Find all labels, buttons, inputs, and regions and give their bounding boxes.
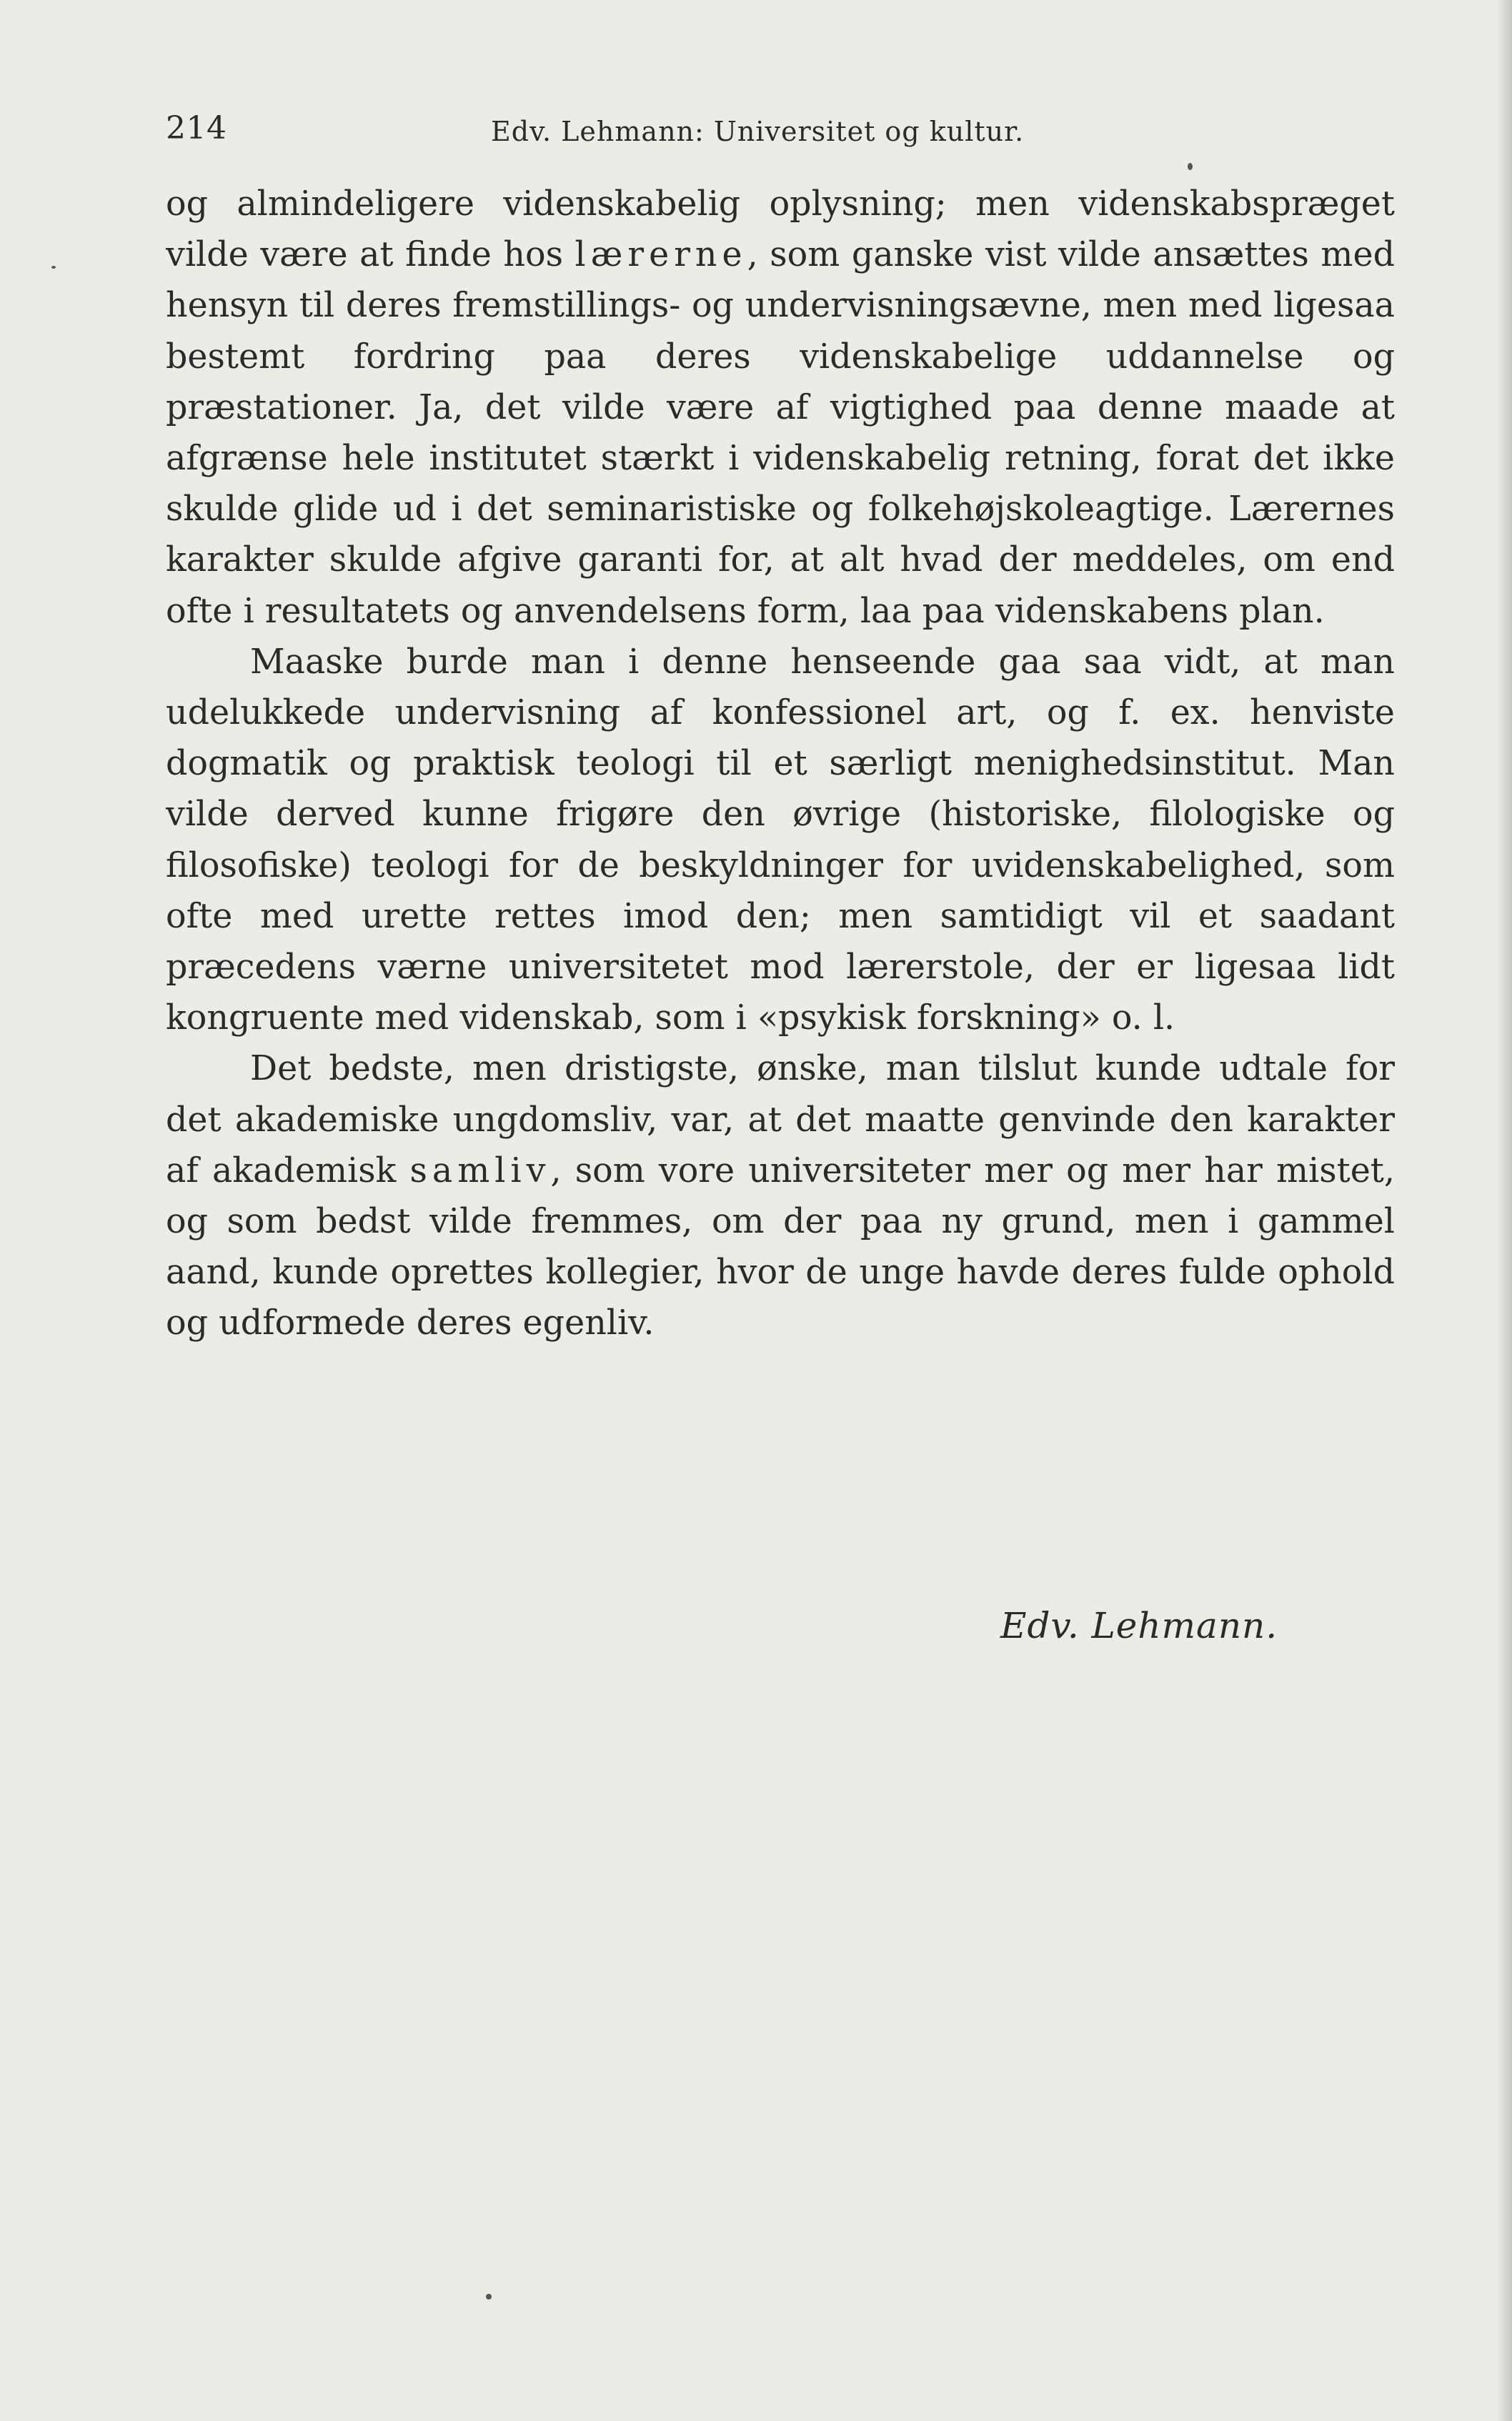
paper-speck bbox=[51, 266, 56, 269]
text-run: og almindeligere videnskabelig oplysning; men videnskabspræget vilde være at finde hos bbox=[166, 184, 1395, 275]
paper-speck bbox=[1188, 163, 1193, 170]
text-run: Det bedste, men dristigste, ønske, man tilslut kunde udtale for det akademiske ungdomsliv, var, at det maatte genvinde den karakter af akademisk bbox=[166, 1049, 1395, 1190]
paragraph bbox=[166, 179, 1395, 637]
page-edge-shadow bbox=[1496, 0, 1512, 2421]
text-run: , som ganske vist vilde ansættes med hensyn til deres fremstillings- og undervisningsævne, men med ligesaa bestemt fordring paa deres videnskabelige uddannelse og præstationer. Ja, det vilde være af vigtighed paa denne maade at afgrænse hele institutet stærkt i videnskabelig retning, forat det ikke skulde glide ud i det seminaristiske og folkehøjskoleagtige. Lærernes karakter skulde afgive garanti for, at alt hvad der meddeles, om end ofte i resultatets og anvendelsens form, laa paa videnskabens plan. bbox=[166, 235, 1395, 631]
text-run: Maaske burde man i denne henseende gaa saa vidt, at man udelukkede undervisning af konfessionel art, og f. ex. henviste dogmatik og praktisk teologi til et særligt menighedsinstitut. Man vilde derved kunne frigøre den øvrige (historiske, filologiske og filosofiske) teologi for de beskyldninger for uvidenskabelighed, som ofte med urette rettes imod den; men samtidigt vil et saadant præcedens værne universitetet mod lærerstole, der er ligesaa lidt kongruente med videnskab, som i «psykisk forskning» o. l. bbox=[166, 642, 1395, 1038]
text-run: , som vore universiteter mer og mer har mistet, og som bedst vilde fremmes, om der paa ny grund, men i gammel aand, kunde oprettes kollegier, hvor de unge havde deres fulde ophold og udformede deres egenliv. bbox=[166, 1150, 1395, 1343]
running-head: Edv. Lehmann: Universitet og kultur. bbox=[491, 116, 1025, 147]
page-header bbox=[166, 107, 1395, 157]
paragraph bbox=[166, 1043, 1395, 1348]
body-text bbox=[166, 179, 1395, 1349]
emphasized-word: samliv bbox=[409, 1150, 551, 1190]
author-signature: Edv. Lehmann. bbox=[1000, 1605, 1278, 1646]
page-number: 214 bbox=[166, 110, 227, 146]
paragraph bbox=[166, 637, 1395, 1044]
emphasized-word: lærerne bbox=[575, 235, 747, 275]
paper-speck bbox=[486, 2294, 492, 2300]
